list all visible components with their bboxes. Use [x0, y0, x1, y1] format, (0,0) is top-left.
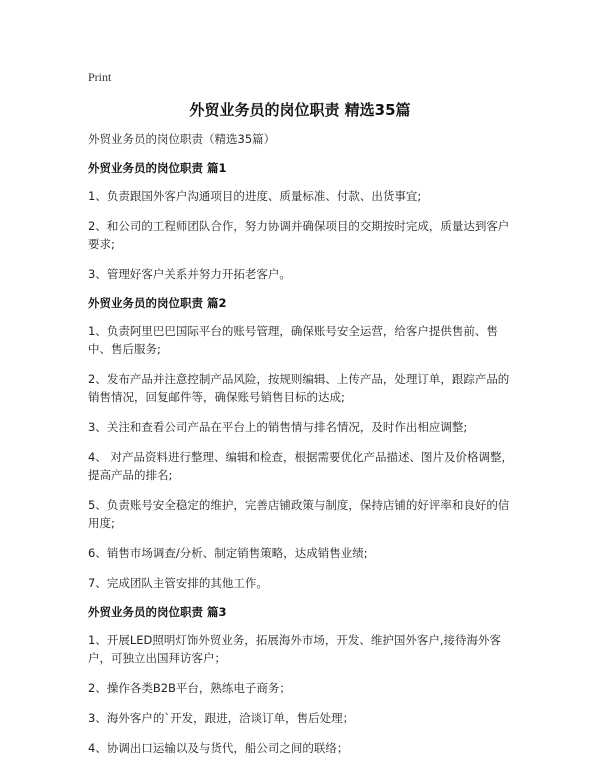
- duty-item: 2、发布产品并注意控制产品风险，按规则编辑、上传产品，处理订单，跟踪产品的销售情况，回复邮件等，确保账号销售目标的达成;: [88, 372, 510, 404]
- duty-item: 1、负责跟国外客户沟通项目的进度、质量标准、付款、出货事宜;: [88, 189, 422, 203]
- print-link[interactable]: Print: [88, 70, 112, 84]
- duty-item: 1、负责阿里巴巴国际平台的账号管理，确保账号安全运营，给客户提供售前、售中、售后服务;: [88, 324, 498, 356]
- duty-item: 4、协调出口运输以及与货代，船公司之间的联络；: [88, 741, 349, 755]
- duty-item: 7、完成团队主管安排的其他工作。: [88, 576, 268, 590]
- section-heading: 外贸业务员的岗位职责 篇1: [88, 161, 227, 175]
- duty-item: 3、海外客户的`开发，跟进，洽谈订单，售后处理；: [88, 711, 355, 725]
- duty-item: 4、 对产品资料进行整理、编辑和检查，根据需要优化产品描述、图片及价格调整，提高产品的排名;: [88, 450, 513, 482]
- section-heading: 外贸业务员的岗位职责 篇3: [88, 605, 227, 619]
- duty-item: 2、和公司的工程师团队合作，努力协调并确保项目的交期按时完成，质量达到客户要求;: [88, 219, 510, 251]
- page-title: 外贸业务员的岗位职责 精选35篇: [189, 101, 411, 119]
- duty-item: 3、管理好客户关系并努力开拓老客户。: [88, 267, 291, 281]
- duty-item: 3、关注和查看公司产品在平台上的销售情与排名情况，及时作出相应调整;: [88, 420, 468, 434]
- duty-item: 1、开展LED照明灯饰外贸业务，拓展海外市场，开发、维护国外客户,接待海外客户，可独立出国拜访客户；: [88, 633, 501, 665]
- section-heading: 外贸业务员的岗位职责 篇2: [88, 296, 227, 310]
- duty-item: 5、负责账号安全稳定的维护，完善店铺政策与制度，保持店铺的好评率和良好的信用度;: [88, 498, 510, 530]
- article-body: [88, 160, 518, 769]
- duty-item: 2、操作各类B2B平台，熟练电子商务；: [88, 681, 291, 695]
- page-subtitle: 外贸业务员的岗位职责（精选35篇）: [88, 132, 276, 146]
- duty-item: 6、销售市场调查/分析、制定销售策略，达成销售业绩;: [88, 546, 368, 560]
